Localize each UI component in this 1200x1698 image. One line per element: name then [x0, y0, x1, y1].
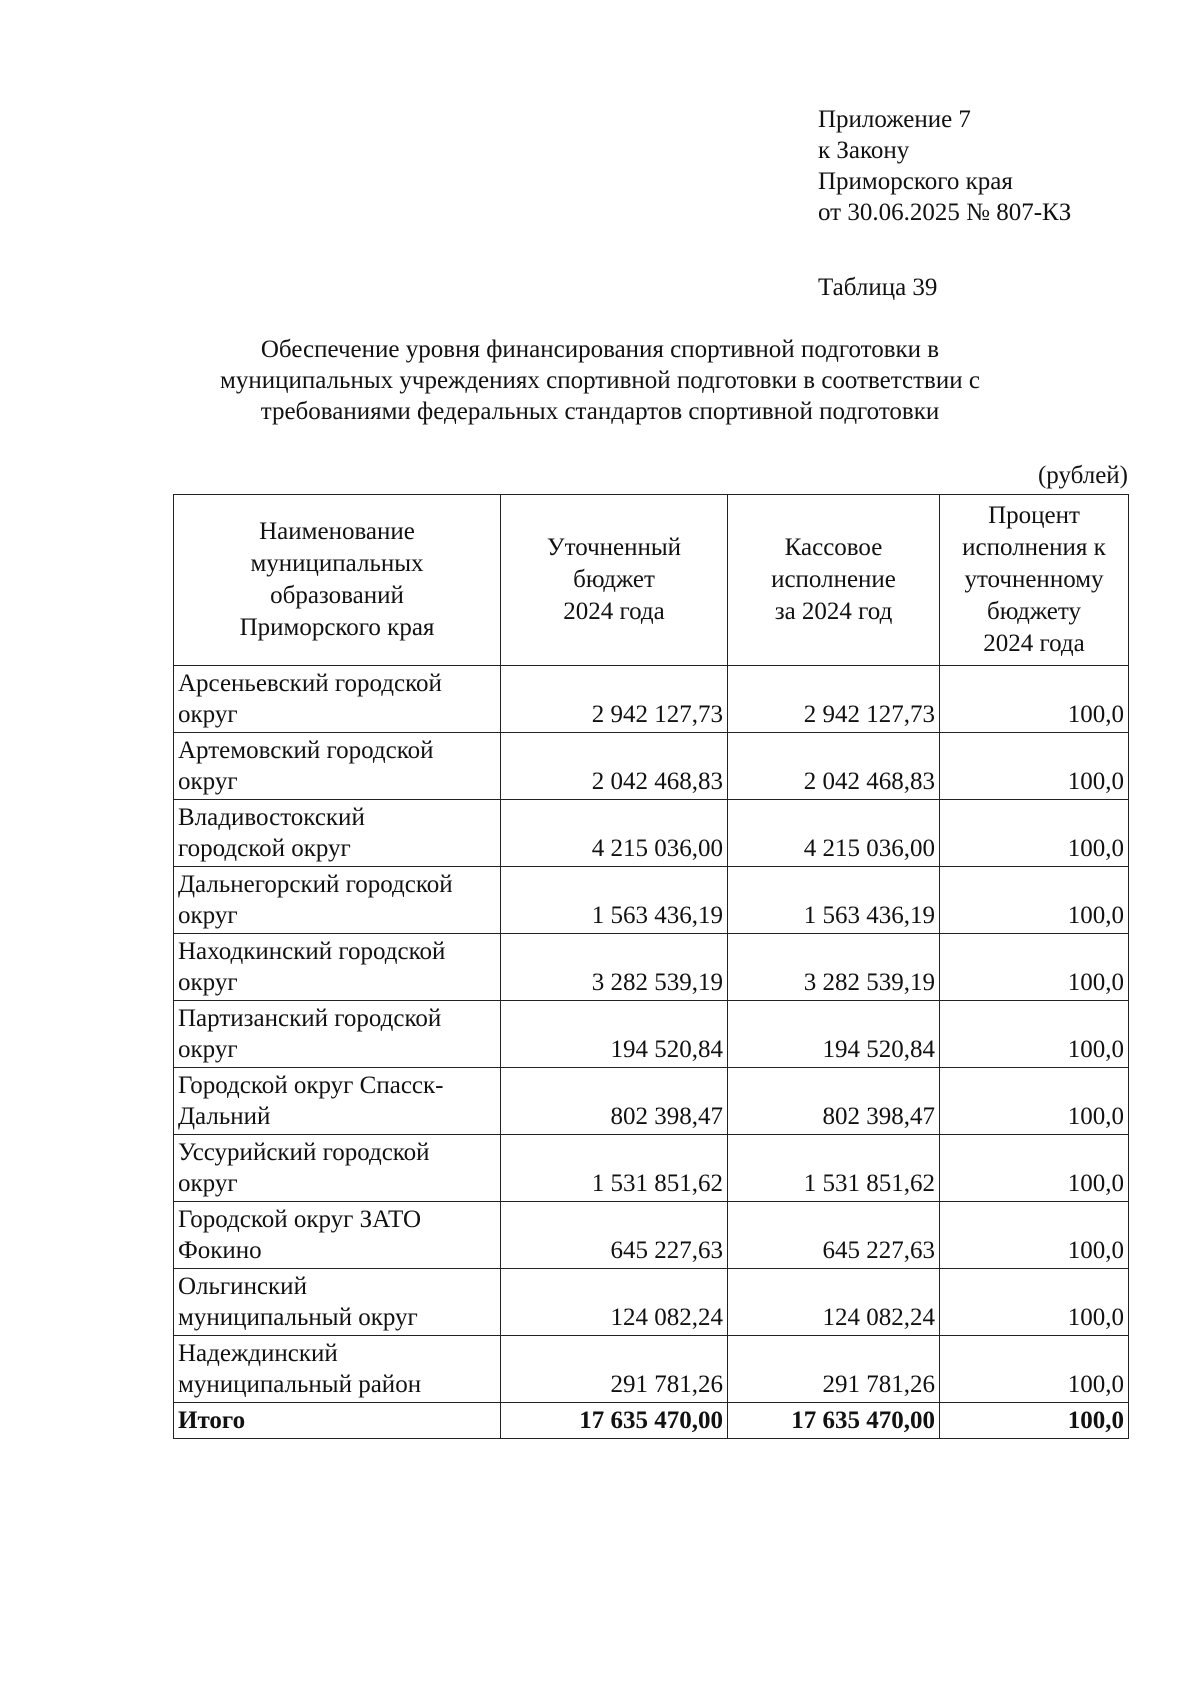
table-row — [174, 1068, 1129, 1135]
percent-value: 100,0 — [940, 934, 1129, 1001]
municipality-name: Городской округ Спасск- Дальний — [174, 1068, 501, 1135]
header-line: Кассовое — [784, 534, 883, 561]
header-line: исполнение — [771, 566, 896, 593]
budget-value: 2 942 127,73 — [501, 666, 728, 733]
table-row — [174, 1336, 1129, 1403]
table-row — [174, 666, 1129, 733]
percent-value: 100,0 — [940, 1068, 1129, 1135]
title-line: Обеспечение уровня финансирования спортивной подготовки в — [260, 336, 940, 363]
document-title — [180, 334, 1020, 427]
execution-value: 124 082,24 — [728, 1269, 940, 1336]
percent-value: 100,0 — [940, 1336, 1129, 1403]
header-line: Уточненный — [546, 534, 682, 561]
percent-value: 100,0 — [940, 1202, 1129, 1269]
header-line: исполнения к — [962, 534, 1106, 561]
execution-value: 1 563 436,19 — [728, 867, 940, 934]
header-budget — [501, 495, 728, 666]
budget-value: 802 398,47 — [501, 1068, 728, 1135]
table-row — [174, 1001, 1129, 1068]
execution-value: 802 398,47 — [728, 1068, 940, 1135]
execution-value: 3 282 539,19 — [728, 934, 940, 1001]
header-execution — [728, 495, 940, 666]
header-line: за 2024 год — [774, 598, 893, 625]
title-line: требованиями федеральных стандартов спортивной подготовки — [260, 398, 940, 425]
budget-value: 645 227,63 — [501, 1202, 728, 1269]
percent-value: 100,0 — [940, 800, 1129, 867]
header-line: бюджет — [573, 566, 655, 593]
execution-value: 645 227,63 — [728, 1202, 940, 1269]
appendix-line: от 30.06.2025 № 807-КЗ — [818, 199, 1072, 226]
table-row — [174, 733, 1129, 800]
percent-value: 100,0 — [940, 867, 1129, 934]
municipality-name: Ольгинский муниципальный округ — [174, 1269, 501, 1336]
municipality-name: Арсеньевский городской округ — [174, 666, 501, 733]
percent-value: 100,0 — [940, 1001, 1129, 1068]
appendix-line: Приложение 7 — [818, 106, 971, 133]
header-percent — [940, 495, 1129, 666]
municipality-name: Уссурийский городской округ — [174, 1135, 501, 1202]
total-percent: 100,0 — [940, 1403, 1129, 1439]
percent-value: 100,0 — [940, 1135, 1129, 1202]
header-line: уточненному — [964, 566, 1104, 593]
municipality-name: Городской округ ЗАТО Фокино — [174, 1202, 501, 1269]
total-budget: 17 635 470,00 — [501, 1403, 728, 1439]
header-line: Процент — [988, 502, 1080, 529]
budget-value: 1 563 436,19 — [501, 867, 728, 934]
header-line: 2024 года — [563, 598, 665, 625]
municipality-name: Дальнегорский городской округ — [174, 867, 501, 934]
budget-value: 291 781,26 — [501, 1336, 728, 1403]
table-row — [174, 1202, 1129, 1269]
header-line: Приморского края — [239, 614, 435, 641]
municipality-name: Находкинский городской округ — [174, 934, 501, 1001]
header-line: бюджету — [987, 598, 1081, 625]
header-line: Наименование — [259, 518, 415, 545]
header-row — [174, 495, 1129, 666]
budget-value: 124 082,24 — [501, 1269, 728, 1336]
header-line: образований — [270, 582, 404, 609]
header-line: 2024 года — [983, 630, 1085, 657]
table-row — [174, 800, 1129, 867]
total-row — [174, 1403, 1129, 1439]
municipality-name: Артемовский городской округ — [174, 733, 501, 800]
percent-value: 100,0 — [940, 733, 1129, 800]
budget-value: 2 042 468,83 — [501, 733, 728, 800]
appendix-line: Приморского края — [818, 168, 1013, 195]
execution-value: 2 042 468,83 — [728, 733, 940, 800]
execution-value: 2 942 127,73 — [728, 666, 940, 733]
percent-value: 100,0 — [940, 1269, 1129, 1336]
table-row — [174, 1269, 1129, 1336]
budget-value: 194 520,84 — [501, 1001, 728, 1068]
percent-value: 100,0 — [940, 666, 1129, 733]
table-row — [174, 934, 1129, 1001]
execution-value: 291 781,26 — [728, 1336, 940, 1403]
header-name — [174, 495, 501, 666]
municipality-name: Надеждинский муниципальный район — [174, 1336, 501, 1403]
budget-value: 3 282 539,19 — [501, 934, 728, 1001]
appendix-header — [818, 104, 1071, 228]
budget-value: 1 531 851,62 — [501, 1135, 728, 1202]
header-line: муниципальных — [250, 550, 424, 577]
budget-value: 4 215 036,00 — [501, 800, 728, 867]
total-execution: 17 635 470,00 — [728, 1403, 940, 1439]
execution-value: 4 215 036,00 — [728, 800, 940, 867]
title-line: муниципальных учреждениях спортивной подготовки в соответствии с — [220, 367, 980, 394]
table-row — [174, 1135, 1129, 1202]
execution-value: 1 531 851,62 — [728, 1135, 940, 1202]
table-row — [174, 867, 1129, 934]
total-label: Итого — [174, 1403, 501, 1439]
execution-value: 194 520,84 — [728, 1001, 940, 1068]
financing-table — [173, 494, 1129, 1439]
municipality-name: Партизанский городской округ — [174, 1001, 501, 1068]
municipality-name: Владивостокский городской округ — [174, 800, 501, 867]
table-number: Таблица 39 — [818, 274, 938, 301]
unit-label: (рублей) — [1037, 462, 1128, 489]
appendix-line: к Закону — [818, 137, 910, 164]
